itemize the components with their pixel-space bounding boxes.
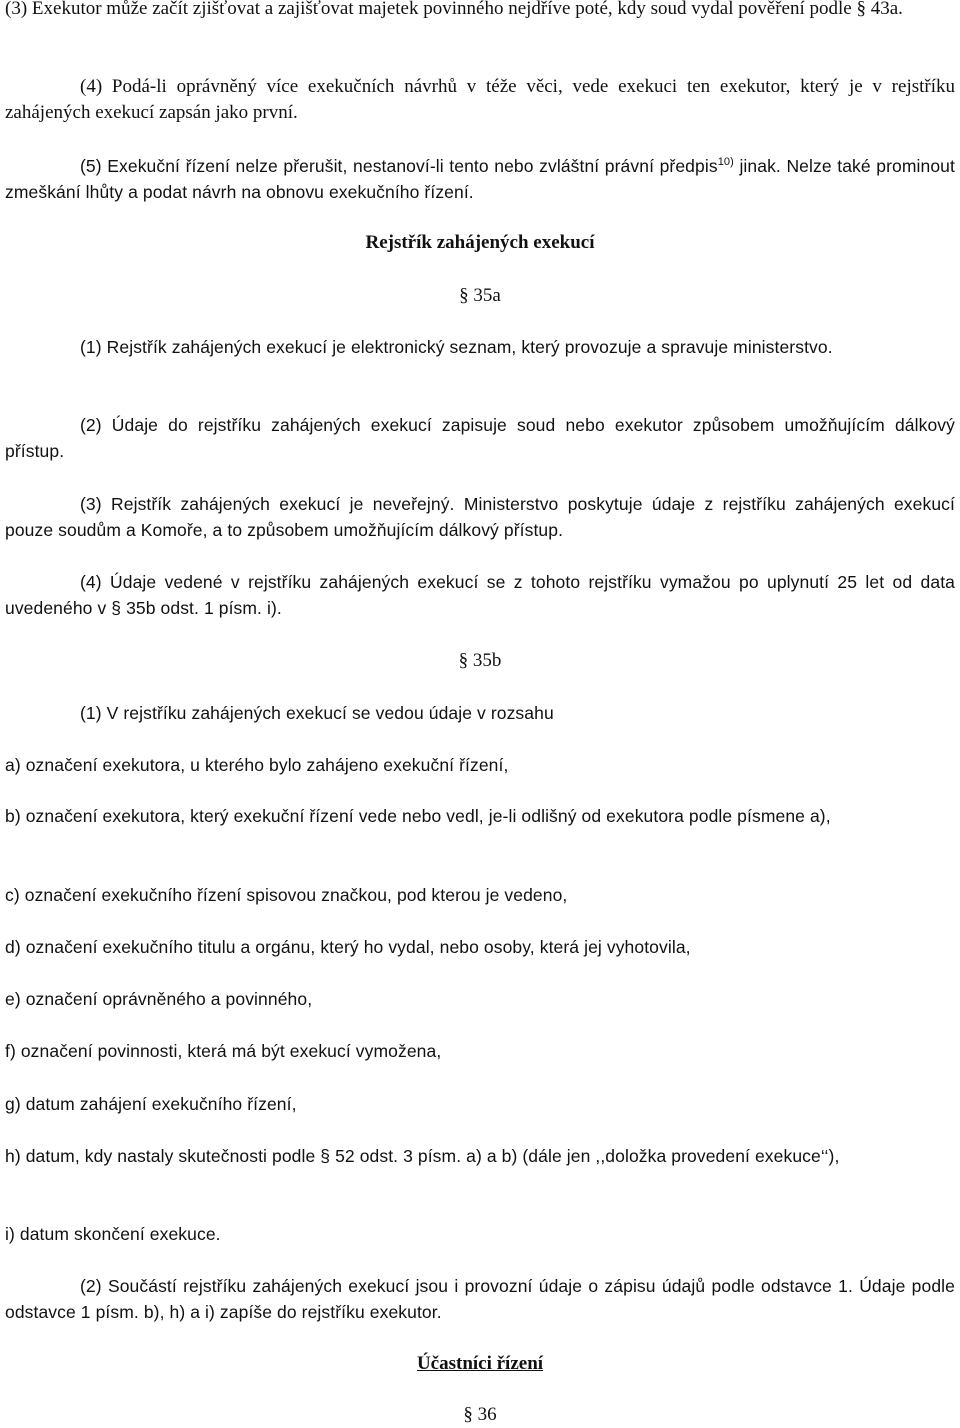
list-item-e: e) označení oprávněného a povinného,	[5, 989, 313, 1009]
paragraph-43-5	[5, 153, 955, 205]
paragraph-43-5-text: (5) Exekuční řízení nelze přerušit, nestanoví-li tento nebo zvláštní právní předpis	[80, 156, 718, 176]
section-number-35b: § 35b	[458, 650, 502, 671]
section-heading-rejstrik: Rejstřík zahájených exekucí	[365, 232, 595, 253]
paragraph-35a-4: (4) Údaje vedené v rejstříku zahájených exekucí se z tohoto rejstříku vymažou po uplynutí 25 let od data uvedeného v § 35b odst. 1 písm. i).	[5, 572, 955, 618]
section-heading-ucastnici: Účastníci řízení	[416, 1353, 544, 1374]
paragraph-35a-1: (1) Rejstřík zahájených exekucí je elektronický seznam, který provozuje a spravuje ministerstvo.	[80, 337, 833, 357]
list-item-f: f) označení povinnosti, která má být exekucí vymožena,	[5, 1041, 442, 1061]
list-item-i: i) datum skončení exekuce.	[5, 1224, 221, 1244]
list-item-g: g) datum zahájení exekučního řízení,	[5, 1094, 297, 1114]
paragraph-43-4: (4) Podá-li oprávněný více exekučních návrhů v téže věci, vede exekuci ten exekutor, který je v rejstříku zahájených exekucí zapsán jako první.	[5, 76, 955, 123]
list-item-d: d) označení exekučního titulu a orgánu, který ho vydal, nebo osoby, která jej vyhotovila,	[5, 937, 691, 957]
list-item-b: b) označení exekutora, který exekuční řízení vede nebo vedl, je-li odlišný od exekutora podle písmene a),	[5, 806, 831, 826]
paragraph-43-5-text-cont: jinak. Nelze také prominout zmeškání lhůty a podat návrh na obnovu exekučního řízení.	[5, 156, 955, 202]
paragraph-35b-1: (1) V rejstříku zahájených exekucí se vedou údaje v rozsahu	[80, 703, 554, 723]
list-item-h: h) datum, kdy nastaly skutečnosti podle § 52 odst. 3 písm. a) a b) (dále jen ,,doložka provedení exekuce‘‘),	[5, 1146, 840, 1166]
list-item-a: a) označení exekutora, u kterého bylo zahájeno exekuční řízení,	[5, 755, 509, 775]
footnote-ref: 10)	[717, 156, 734, 169]
paragraph-35a-3: (3) Rejstřík zahájených exekucí je neveřejný. Ministerstvo poskytuje údaje z rejstříku zahájených exekucí pouze soudům a Komoře, a to způsobem umožňujícím dálkový přístup.	[5, 494, 955, 540]
list-item-c: c) označení exekučního řízení spisovou značkou, pod kterou je vedeno,	[5, 885, 568, 905]
paragraph-35a-2: (2) Údaje do rejstříku zahájených exekucí zapisuje soud nebo exekutor způsobem umožňujícím dálkový přístup.	[5, 415, 955, 461]
section-number-36: § 36	[463, 1404, 497, 1425]
paragraph-43-3: (3) Exekutor může začít zjišťovat a zajišťovat majetek povinného nejdříve poté, kdy soud vydal pověření podle § 43a.	[5, 0, 903, 19]
section-number-35a: § 35a	[459, 285, 501, 306]
paragraph-35b-2: (2) Součástí rejstříku zahájených exekucí jsou i provozní údaje o zápisu údajů podle odstavce 1. Údaje podle odstavce 1 písm. b), h) a i) zapíše do rejstříku exekutor.	[5, 1276, 955, 1322]
